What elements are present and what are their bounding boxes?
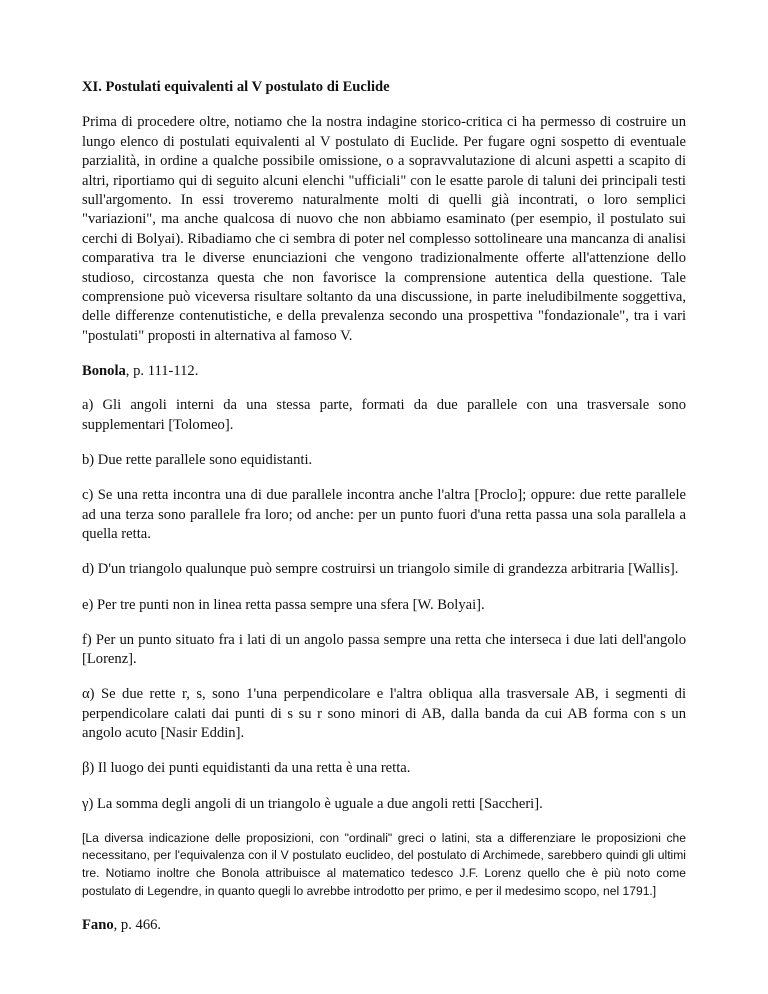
postulate-e: e) Per tre punti non in linea retta passa sempre una sfera [W. Bolyai]. bbox=[82, 596, 485, 613]
fano-pages: , p. 466. bbox=[113, 917, 162, 934]
postulate-b: b) Due rette parallele sono equidistanti. bbox=[82, 452, 313, 469]
document-page bbox=[82, 78, 686, 951]
postulate-c: c) Se una retta incontra una di due parallele incontra anche l'altra [Proclo]; oppure: due rette parallele ad una terza sono parallele fra loro; od anche: per un punto fuori d'una retta passa una sola parallela a quella retta. bbox=[82, 487, 686, 543]
intro-paragraph: Prima di procedere oltre, notiamo che la nostra indagine storico-critica ci ha permesso di costruire un lungo elenco di postulati equivalenti al V postulato di Euclide. Per fugare ogni sospetto di eventuale parzialità, in ordine a qualche possibile omissione, o a sopravvalutazione di alcuni aspetti a scapito di altri, riportiamo qui di seguito alcuni elenchi "ufficiali" con le esatte parole di taluni dei principali testi sull'argomento. In essi troveremo naturalmente molti di quelli già incontrati, o loro semplici "variazioni", ma anche qualcosa di nuovo che non abbiamo esaminato (per esempio, il postulato sui cerchi di Bolyai). Ribadiamo che ci sembra di poter nel complesso sottolineare una mancanza di analisi comparativa tra le diverse enunciazioni che vengono tradizionalmente offerte all'attenzione dello studioso, circostanza questa che non favorisce la comprensione autentica della questione. Tale comprensione può viceversa risultare soltanto da una discussione, in parte ineludibilmente soggettiva, delle differenze contenutistiche, e della prevalenza secondo una prospettiva "fondazionale", tra i vari "postulati" proposti in alternativa al famoso V. bbox=[82, 114, 686, 344]
postulate-d: d) D'un triangolo qualunque può sempre costruirsi un triangolo simile di grandezza arbitraria [Wallis]. bbox=[82, 561, 679, 578]
section-title: XI. Postulati equivalenti al V postulato di Euclide bbox=[82, 79, 390, 95]
bonola-reference bbox=[82, 362, 686, 381]
postulate-gamma: γ) La somma degli angoli di un triangolo è uguale a due angoli retti [Saccheri]. bbox=[82, 795, 543, 812]
postulate-f: f) Per un punto situato fra i lati di un angolo passa sempre una retta che interseca i due lati dell'angolo [Lorenz]. bbox=[82, 631, 686, 668]
bonola-pages: , p. 111-112. bbox=[125, 363, 199, 380]
postulate-a: a) Gli angoli interni da una stessa parte, formati da due parallele con una trasversale sono supplementari [Tolomeo]. bbox=[82, 397, 686, 433]
postulate-beta: β) Il luogo dei punti equidistanti da una retta è una retta. bbox=[82, 760, 411, 777]
fano-author: Fano bbox=[82, 917, 114, 934]
postulate-alpha: α) Se due rette r, s, sono 1'una perpendicolare e l'altra obliqua alla trasversale AB, i segmenti di perpendicolare calati dai punti di s su r sono minori di AB, dalla banda da cui AB forma con s un angolo acuto [Nasir Eddin]. bbox=[82, 686, 686, 742]
fano-reference bbox=[82, 916, 686, 935]
bonola-author: Bonola bbox=[82, 363, 126, 380]
editorial-note: [La diversa indicazione delle proposizioni, con "ordinali" greci o latini, sta a differenziare le proposizioni che necessitano, per l'equivalenza con il V postulato euclideo, del postulato di Archimede, sarebbero quindi gli ultimi tre. Notiamo inoltre che Bonola attribuisce al matematico tedesco J.F. Lorenz quello che è più noto come postulato di Legendre, in quanto quegli lo avrebbe introdotto per primo, e per il medesimo scopo, nel 1791.] bbox=[82, 830, 686, 898]
